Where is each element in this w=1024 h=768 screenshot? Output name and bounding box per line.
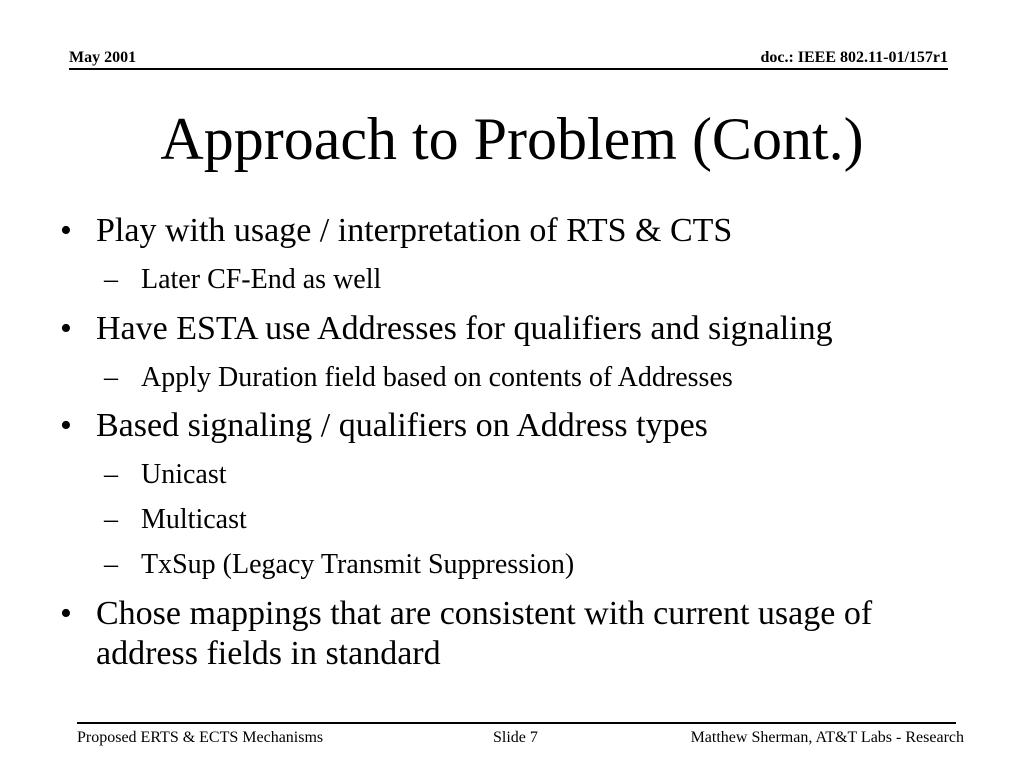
bullet-marker: • — [60, 407, 72, 444]
footer-author: Matthew Sherman, AT&T Labs - Research — [690, 729, 964, 746]
sub-bullet-marker: – — [104, 504, 118, 535]
sub-bullet-text: Unicast — [141, 459, 227, 490]
footer-presentation-title: Proposed ERTS & ECTS Mechanisms — [77, 729, 324, 746]
bullet-marker: • — [60, 212, 72, 249]
bullet-text: Chose mappings that are consistent with current usage of address fields in standard — [96, 595, 873, 672]
sub-bullet-text: Multicast — [141, 504, 247, 535]
header-doc-id: doc.: IEEE 802.11-01/157r1 — [760, 49, 948, 66]
slide-title: Approach to Problem (Cont.) — [160, 106, 864, 172]
sub-bullet-marker: – — [104, 362, 118, 393]
sub-bullet-marker: – — [104, 549, 118, 580]
bullet-marker: • — [60, 595, 72, 632]
sub-bullet-text: Later CF-End as well — [141, 264, 382, 295]
bullet-marker: • — [60, 310, 72, 347]
footer-divider — [77, 722, 956, 724]
bullet-text: Play with usage / interpretation of RTS & CTS — [96, 212, 733, 249]
bullet-text: Have ESTA use Addresses for qualifiers and signaling — [96, 310, 833, 347]
sub-bullet-marker: – — [104, 459, 118, 490]
header-date: May 2001 — [69, 49, 137, 66]
sub-bullet-text: Apply Duration field based on contents of Addresses — [141, 362, 733, 393]
bullet-text: Based signaling / qualifiers on Address types — [96, 407, 708, 444]
sub-bullet-text: TxSup (Legacy Transmit Suppression) — [141, 549, 575, 580]
footer-slide-number: Slide 7 — [493, 729, 538, 746]
sub-bullet-marker: – — [104, 264, 118, 295]
